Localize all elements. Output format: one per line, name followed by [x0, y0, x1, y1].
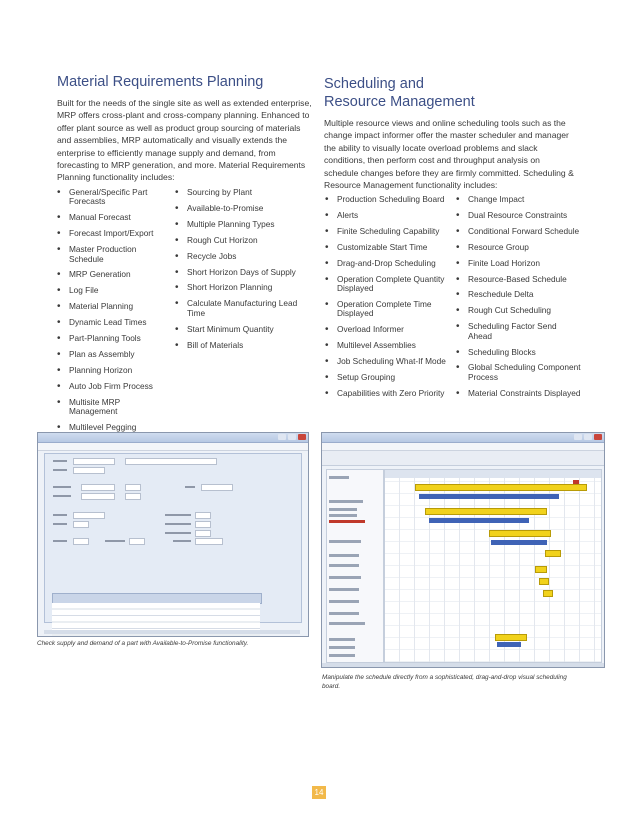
mrp-feature-list-2 [175, 188, 310, 356]
overload-marker-icon [573, 480, 579, 484]
scheduling-feature-item: • Scheduling Blocks [456, 348, 581, 357]
scheduling-feature-item: • Conditional Forward Schedule [456, 227, 581, 236]
mrp-feature-item: • Calculate Manufacturing Lead Time [175, 299, 310, 318]
scheduling-feature-item: • Scheduling Factor Send Ahead [456, 322, 581, 341]
mrp-feature-list-1 [57, 188, 169, 439]
maximize-icon [288, 434, 296, 440]
scheduling-heading [324, 75, 475, 111]
scheduling-feature-item: • Customizable Start Time [325, 243, 450, 252]
gantt-bar[interactable] [491, 540, 547, 545]
scheduling-feature-item: • Setup Grouping [325, 373, 450, 382]
gantt-chart [384, 469, 602, 663]
mrp-feature-item: • Log File [57, 286, 169, 295]
scheduling-feature-item: • Alerts [325, 211, 450, 220]
status-bar [44, 630, 300, 634]
minimize-icon [574, 434, 582, 440]
mrp-feature-item: • Multisite MRP Management [57, 398, 169, 417]
gantt-bar[interactable] [535, 566, 547, 573]
scheduling-feature-item: • Operation Complete Time Displayed [325, 300, 450, 319]
mrp-feature-item: • Available-to-Promise [175, 204, 310, 213]
mrp-feature-item: • Dynamic Lead Times [57, 318, 169, 327]
mrp-feature-item: • Multiple Planning Types [175, 220, 310, 229]
scheduling-feature-item: • Global Scheduling Component Process [456, 363, 581, 382]
mrp-feature-item: • Master Production Schedule [57, 245, 169, 264]
mrp-feature-item: • MRP Generation [57, 270, 169, 279]
scheduling-feature-item: • Operation Complete Quantity Displayed [325, 275, 450, 294]
mrp-feature-item: • Short Horizon Planning [175, 283, 310, 292]
scheduling-feature-item: • Finite Scheduling Capability [325, 227, 450, 236]
scheduling-feature-list-1 [325, 195, 450, 405]
mrp-heading: Material Requirements Planning [57, 74, 264, 90]
mrp-feature-item: • Auto Job Firm Process [57, 382, 169, 391]
right-screenshot-caption: Manipulate the schedule directly from a sophisticated, drag-and-drop visual scheduling board. [322, 674, 567, 690]
maximize-icon [584, 434, 592, 440]
scheduling-feature-item: • Change Impact [456, 195, 581, 204]
scheduling-feature-item: • Drag-and-Drop Scheduling [325, 259, 450, 268]
gantt-bar[interactable] [539, 578, 549, 585]
scheduling-feature-item: • Material Constraints Displayed [456, 389, 581, 398]
scheduling-feature-item: • Multilevel Assemblies [325, 341, 450, 350]
scheduling-intro: Multiple resource views and online scheduling tools such as the change impact informer offer the master scheduler and manager the ability to visually locate overload problems and slack conditions, then perform cost and throughput analysis on schedule changes before they are firmly committed. Scheduling & Resource Management functionality includes: [324, 118, 574, 191]
gantt-bar[interactable] [489, 530, 551, 537]
gantt-bar[interactable] [545, 550, 561, 557]
mrp-feature-item: • Plan as Assembly [57, 350, 169, 359]
close-icon [594, 434, 602, 440]
scheduling-heading-line2: Resource Management [324, 94, 475, 110]
scheduling-feature-item: • Rough Cut Scheduling [456, 306, 581, 315]
window-titlebar [322, 433, 604, 443]
scheduling-feature-item: • Resource-Based Schedule [456, 275, 581, 284]
scheduling-feature-item: • Resource Group [456, 243, 581, 252]
gantt-bar[interactable] [415, 484, 587, 491]
mrp-feature-item: • Manual Forecast [57, 213, 169, 222]
mrp-feature-item: • Sourcing by Plant [175, 188, 310, 197]
mrp-feature-item: • Bill of Materials [175, 341, 310, 350]
available-to-promise-screenshot [37, 432, 309, 637]
minimize-icon [278, 434, 286, 440]
scheduling-feature-item: • Reschedule Delta [456, 290, 581, 299]
gantt-timeline [385, 470, 601, 478]
status-bar [322, 663, 604, 667]
scheduling-feature-item: • Overload Informer [325, 325, 450, 334]
gantt-bar[interactable] [429, 518, 529, 523]
left-screenshot-caption: Check supply and demand of a part with Available-to-Promise functionality. [37, 640, 249, 647]
mrp-feature-item: • Material Planning [57, 302, 169, 311]
resource-tree [326, 469, 384, 663]
scheduling-board-screenshot [321, 432, 605, 668]
mrp-feature-item: • Planning Horizon [57, 366, 169, 375]
scheduling-feature-item: • Job Scheduling What-If Mode [325, 357, 450, 366]
scheduling-feature-item: • Dual Resource Constraints [456, 211, 581, 220]
mrp-feature-item: • Short Horizon Days of Supply [175, 268, 310, 277]
scheduling-feature-item: • Capabilities with Zero Priority [325, 389, 450, 398]
window-titlebar [38, 433, 308, 443]
scheduling-feature-item: • Production Scheduling Board [325, 195, 450, 204]
scheduling-feature-item: • Finite Load Horizon [456, 259, 581, 268]
close-icon [298, 434, 306, 440]
mrp-feature-item: • Start Minimum Quantity [175, 325, 310, 334]
gantt-bar[interactable] [495, 634, 527, 641]
mrp-intro: Built for the needs of the single site as well as extended enterprise, MRP offers cross-plant and cross-company planning. Enhanced to offer plant source as well as product group sourcing of materials and assemblies, MRP automatically and visually extends the enterprise to efficiently manage supply and demand, from forecasting to MRP generation, and more. Material Requirements Planning functionality includes: [57, 98, 312, 183]
scheduling-feature-list-2 [456, 195, 581, 405]
mrp-feature-item: • Recycle Jobs [175, 252, 310, 261]
gantt-bar[interactable] [543, 590, 553, 597]
page-number: 14 [312, 786, 326, 799]
toolbar [322, 451, 604, 466]
gantt-bar[interactable] [425, 508, 547, 515]
mrp-feature-item: • Rough Cut Horizon [175, 236, 310, 245]
mrp-feature-item: • Multilevel Pegging [57, 423, 169, 432]
mrp-feature-item: • Part-Planning Tools [57, 334, 169, 343]
mrp-feature-item: • General/Specific Part Forecasts [57, 188, 169, 207]
mrp-feature-item: • Forecast Import/Export [57, 229, 169, 238]
gantt-bar[interactable] [419, 494, 559, 499]
scheduling-heading-line1: Scheduling and [324, 76, 424, 92]
window-menubar [322, 443, 604, 451]
gantt-bar[interactable] [497, 642, 521, 647]
window-menubar [38, 443, 308, 451]
